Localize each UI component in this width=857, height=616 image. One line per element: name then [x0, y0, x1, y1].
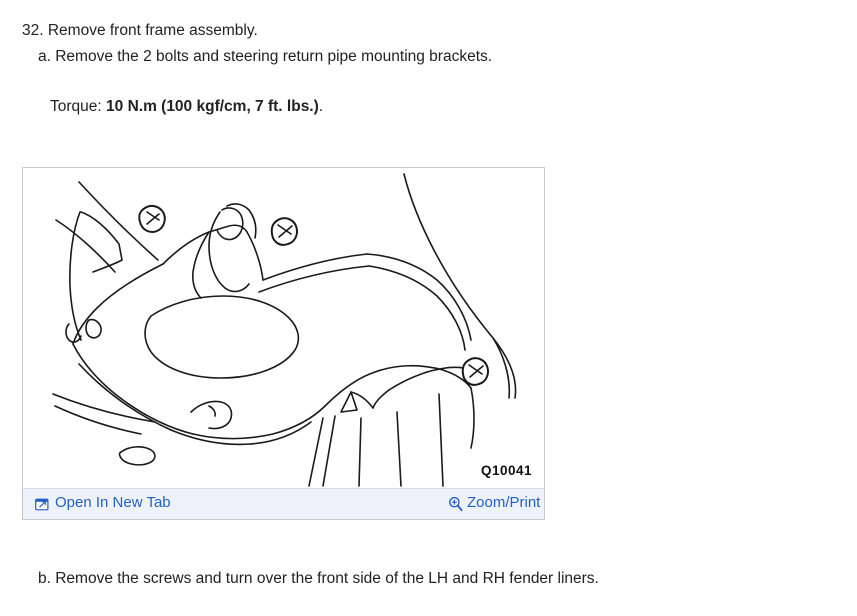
- figure-toolbar: [23, 488, 544, 519]
- zoom-print-link[interactable]: Zoom/Print: [467, 494, 541, 511]
- torque-value: 10 N.m (100 kgf/cm, 7 ft. lbs.): [106, 98, 319, 115]
- torque-label: Torque:: [50, 98, 107, 115]
- figure-code-label: Q10041: [480, 463, 532, 478]
- step-heading: 32. Remove front frame assembly.: [22, 22, 258, 39]
- open-in-new-tab-icon: [35, 497, 50, 512]
- substep-a-text: a. Remove the 2 bolts and steering return pipe mounting brackets.: [38, 48, 493, 65]
- magnifier-icon: [448, 496, 463, 511]
- open-in-new-tab-link[interactable]: Open In New Tab: [55, 494, 171, 511]
- torque-suffix: .: [318, 98, 324, 115]
- torque-specification: [50, 98, 323, 116]
- figure-illustration: [23, 168, 544, 488]
- figure-container: [22, 167, 545, 520]
- substep-b-text: b. Remove the screws and turn over the front side of the LH and RH fender liners.: [38, 570, 599, 587]
